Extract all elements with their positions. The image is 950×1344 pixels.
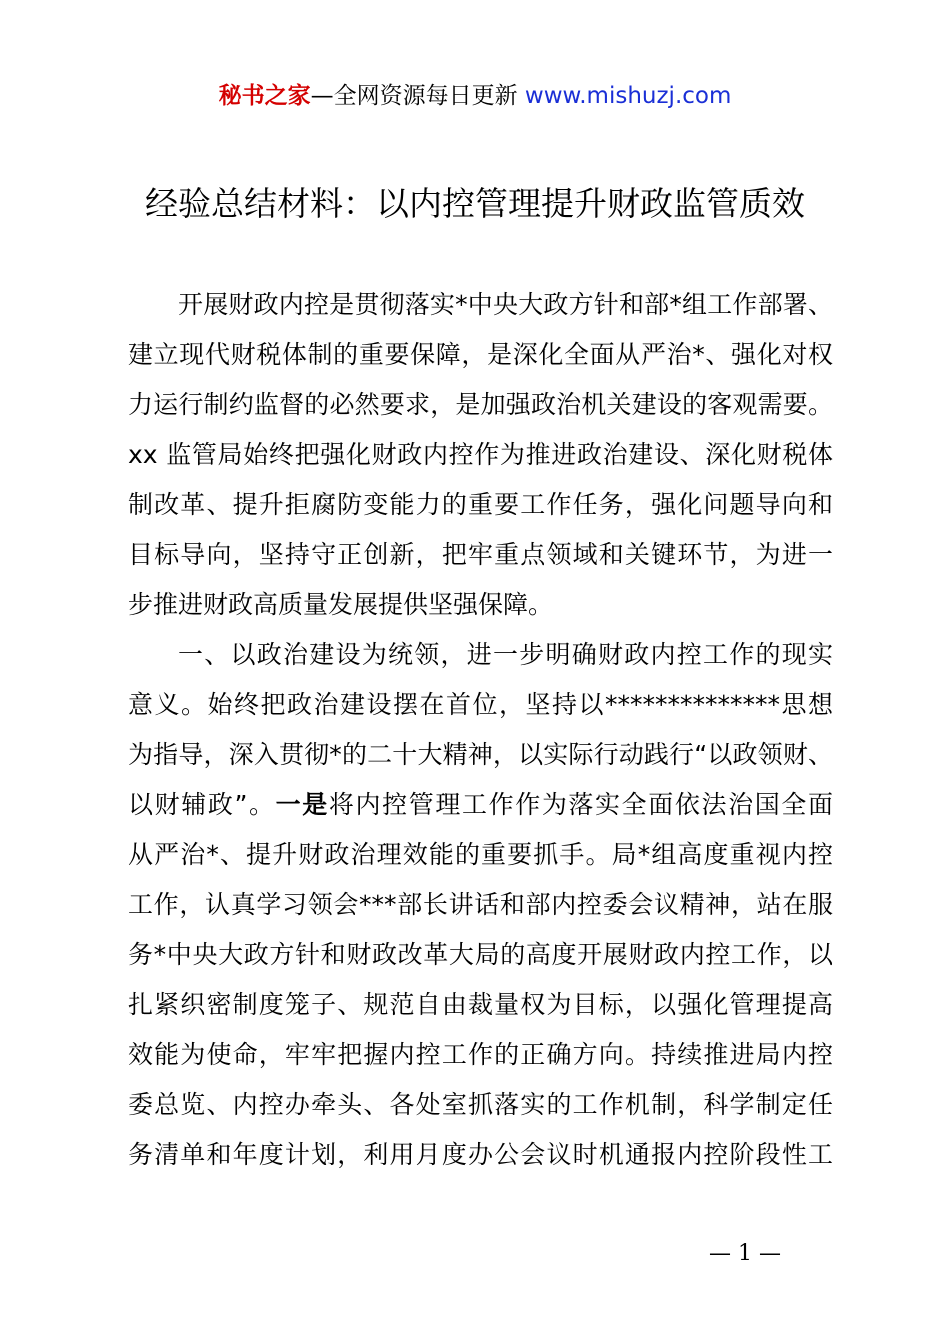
body-line: 开展财政内控是贯彻落实*中央大政方针和部*组工作部署、 xyxy=(178,290,833,319)
body-line: 为指导，深入贯彻*的二十大精神，以实际行动践行“以政领财、 xyxy=(128,740,833,769)
body-line: 目标导向，坚持守正创新，把牢重点领域和关键环节，为进一 xyxy=(128,540,833,569)
document-body xyxy=(128,280,833,1180)
body-line: xx 监管局始终把强化财政内控作为推进政治建设、深化财税体 xyxy=(128,440,833,469)
body-line: 步推进财政高质量发展提供坚强保障。 xyxy=(128,590,554,619)
body-line: 扎紧织密制度笼子、规范自由裁量权为目标，以强化管理提高 xyxy=(128,990,833,1019)
site-header xyxy=(0,80,950,112)
body-line-with-bold xyxy=(128,780,833,830)
bold-marker: 一是 xyxy=(275,790,329,819)
site-url-link[interactable]: www.mishuzj.com xyxy=(524,83,732,109)
page-number: — 1 — xyxy=(709,1241,781,1266)
header-tagline: —全网资源每日更新 xyxy=(310,83,525,109)
body-line: 效能为使命，牢牢把握内控工作的正确方向。持续推进局内控 xyxy=(128,1040,833,1069)
line-text-before: 以财辅政”。 xyxy=(128,790,276,819)
body-line: 力运行制约监督的必然要求，是加强政治机关建设的客观需要。 xyxy=(128,390,833,419)
document-title: 经验总结材料：以内控管理提升财政监管质效 xyxy=(145,184,805,223)
body-line: 制改革、提升拒腐防变能力的重要工作任务，强化问题导向和 xyxy=(128,490,833,519)
body-line: 从严治*、提升财政治理效能的重要抓手。局*组高度重视内控 xyxy=(128,840,833,869)
body-line: 工作，认真学习领会***部长讲话和部内控委会议精神，站在服 xyxy=(128,890,833,919)
section-heading-line: 一、以政治建设为统领，进一步明确财政内控工作的现实 xyxy=(178,640,833,669)
body-line: 意义。始终把政治建设摆在首位，坚持以**************思想 xyxy=(128,690,833,719)
body-line: 建立现代财税体制的重要保障，是深化全面从严治*、强化对权 xyxy=(128,340,833,369)
body-line: 务*中央大政方针和财政改革大局的高度开展财政内控工作，以 xyxy=(128,940,833,969)
body-line: 务清单和年度计划，利用月度办公会议时机通报内控阶段性工 xyxy=(128,1140,833,1169)
body-line: 委总览、内控办牵头、各处室抓落实的工作机制，科学制定任 xyxy=(128,1090,833,1119)
line-text-after: 将内控管理工作作为落实全面依法治国全面 xyxy=(328,790,833,819)
brand-name: 秘书之家 xyxy=(218,83,311,109)
